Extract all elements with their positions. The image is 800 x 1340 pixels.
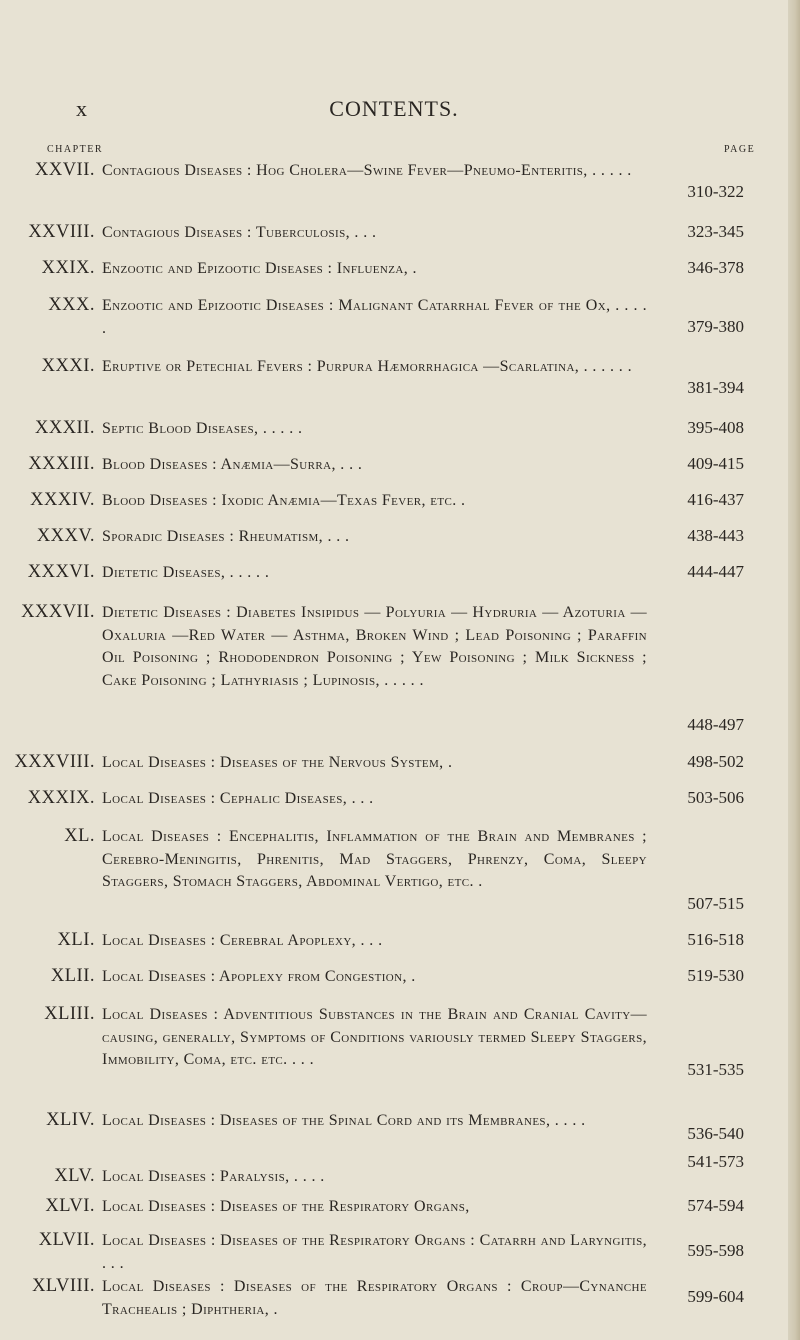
page-range: 409-415 (687, 454, 744, 473)
chapter-title: Enzootic and Epizootic Diseases : Malignant Catarrhal Fever of the Ox, . . . . . (102, 297, 647, 337)
page-range: 381-394 (687, 378, 744, 397)
page-range: 599-604 (687, 1287, 744, 1306)
chapter-number: XXVII. (34, 160, 95, 180)
page-range: 519-530 (687, 966, 744, 985)
chapter-number: XLII. (50, 966, 95, 986)
chapter-title: Sporadic Diseases : Rheumatism, . . . (102, 528, 350, 545)
page-range: 323-345 (687, 222, 744, 241)
chapter-title: Eruptive or Petechial Fevers : Purpura Hæmorrhagica —Scarlatina, . . . . . . (102, 358, 633, 375)
page-range: 503-506 (687, 788, 744, 807)
chapter-number: XXXII. (34, 418, 95, 438)
chapter-title: Septic Blood Diseases, . . . . . (102, 420, 303, 437)
chapter-title: Local Diseases : Diseases of the Nervous System, . (102, 754, 453, 771)
chapter-number: XXX. (48, 295, 95, 315)
page-range: 595-598 (687, 1241, 744, 1260)
chapter-number: XXXVIII. (14, 752, 95, 772)
page-number: x (76, 96, 87, 121)
chapter-number: XLVIII. (32, 1276, 95, 1296)
page-range: 448-497 (687, 715, 744, 734)
page-range: 516-518 (687, 930, 744, 949)
chapter-number: XXXIV. (30, 490, 95, 510)
chapter-title: Local Diseases : Adventitious Substances in the Brain and Cranial Cavity—causing, generally, Symptoms of Conditions variously termed Sleepy Staggers, Immobility, Coma, etc. etc. . . . (102, 1006, 647, 1069)
page-range: 541-573 (687, 1152, 744, 1171)
page-range: 574-594 (687, 1196, 744, 1215)
page-range: 498-502 (687, 752, 744, 771)
chapter-title: Blood Diseases : Anæmia—Surra, . . . (102, 456, 363, 473)
chapter-title: Local Diseases : Encephalitis, Inflammation of the Brain and Membranes ; Cerebro-Meningitis, Phrenitis, Mad Staggers, Phrenzy, Coma, Sleepy Staggers, Stomach Staggers, Abdominal Vertigo, etc. . (102, 828, 647, 891)
chapter-title: Enzootic and Epizootic Diseases : Influenza, . (102, 260, 417, 277)
chapter-title: Local Diseases : Paralysis, . . . . (102, 1168, 325, 1185)
page-range: 507-515 (687, 894, 744, 913)
chapter-title: Contagious Diseases : Hog Cholera—Swine Fever—Pneumo-Enteritis, . . . . . (102, 162, 632, 179)
chapter-number: XLV. (54, 1166, 95, 1186)
page-range: 395-408 (687, 418, 744, 437)
page-range: 444-447 (687, 562, 744, 581)
chapter-title: Local Diseases : Cephalic Diseases, . . . (102, 790, 374, 807)
chapter-number: XXXIX. (27, 788, 95, 808)
chapter-number: XLIV. (46, 1110, 95, 1130)
chapter-number: XXVIII. (28, 222, 95, 242)
running-header (0, 96, 788, 126)
chapter-number: XLIII. (44, 1004, 95, 1024)
chapter-number: XXXIII. (28, 454, 95, 474)
page-range: 531-535 (687, 1060, 744, 1079)
page-edge (788, 0, 800, 1340)
page-range: 379-380 (687, 317, 744, 336)
chapter-title: Local Diseases : Apoplexy from Congestion, . (102, 968, 416, 985)
chapter-title: Blood Diseases : Ixodic Anæmia—Texas Fever, etc. . (102, 492, 466, 509)
chapter-title: Dietetic Diseases : Diabetes Insipidus — Polyuria — Hydruria — Azoturia — Oxaluria —Red Water — Asthma, Broken Wind ; Lead Poisoning ; Paraffin Oil Poisoning ; Rhododendron Poisoning ; Yew Poisoning ; Milk Sickness ; Cake Poisoning ; Lathyriasis ; Lupinosis, . . . . . (102, 604, 647, 689)
chapter-number: XLVII. (38, 1230, 95, 1250)
chapter-number: XXIX. (41, 258, 95, 278)
chapter-column-label: CHAPTER (47, 144, 104, 155)
chapter-number: XXXVII. (21, 602, 95, 622)
chapter-number: XL. (64, 826, 95, 846)
chapter-title: Local Diseases : Diseases of the Respiratory Organs : Catarrh and Laryngitis, . . . (102, 1232, 647, 1272)
chapter-number: XXXI. (41, 356, 95, 376)
chapter-title: Local Diseases : Diseases of the Respiratory Organs : Croup—Cynanche Trachealis ; Diphtheria, . (102, 1278, 647, 1318)
chapter-number: XLVI. (45, 1196, 95, 1216)
page-range: 310-322 (687, 182, 744, 201)
chapter-number: XLI. (57, 930, 95, 950)
chapter-number: XXXV. (36, 526, 95, 546)
page-range: 346-378 (687, 258, 744, 277)
chapter-title: Local Diseases : Diseases of the Spinal Cord and its Membranes, . . . . (102, 1112, 586, 1129)
chapter-title: Dietetic Diseases, . . . . . (102, 564, 270, 581)
page-column-label: PAGE (724, 144, 756, 155)
chapter-number: XXXVI. (27, 562, 95, 582)
page-range: 416-437 (687, 490, 744, 509)
page-range: 536-540 (687, 1124, 744, 1143)
chapter-title: Contagious Diseases : Tuberculosis, . . . (102, 224, 377, 241)
page-title: CONTENTS. (329, 96, 459, 121)
chapter-title: Local Diseases : Cerebral Apoplexy, . . . (102, 932, 383, 949)
chapter-title: Local Diseases : Diseases of the Respiratory Organs, (102, 1198, 470, 1215)
page-range: 438-443 (687, 526, 744, 545)
